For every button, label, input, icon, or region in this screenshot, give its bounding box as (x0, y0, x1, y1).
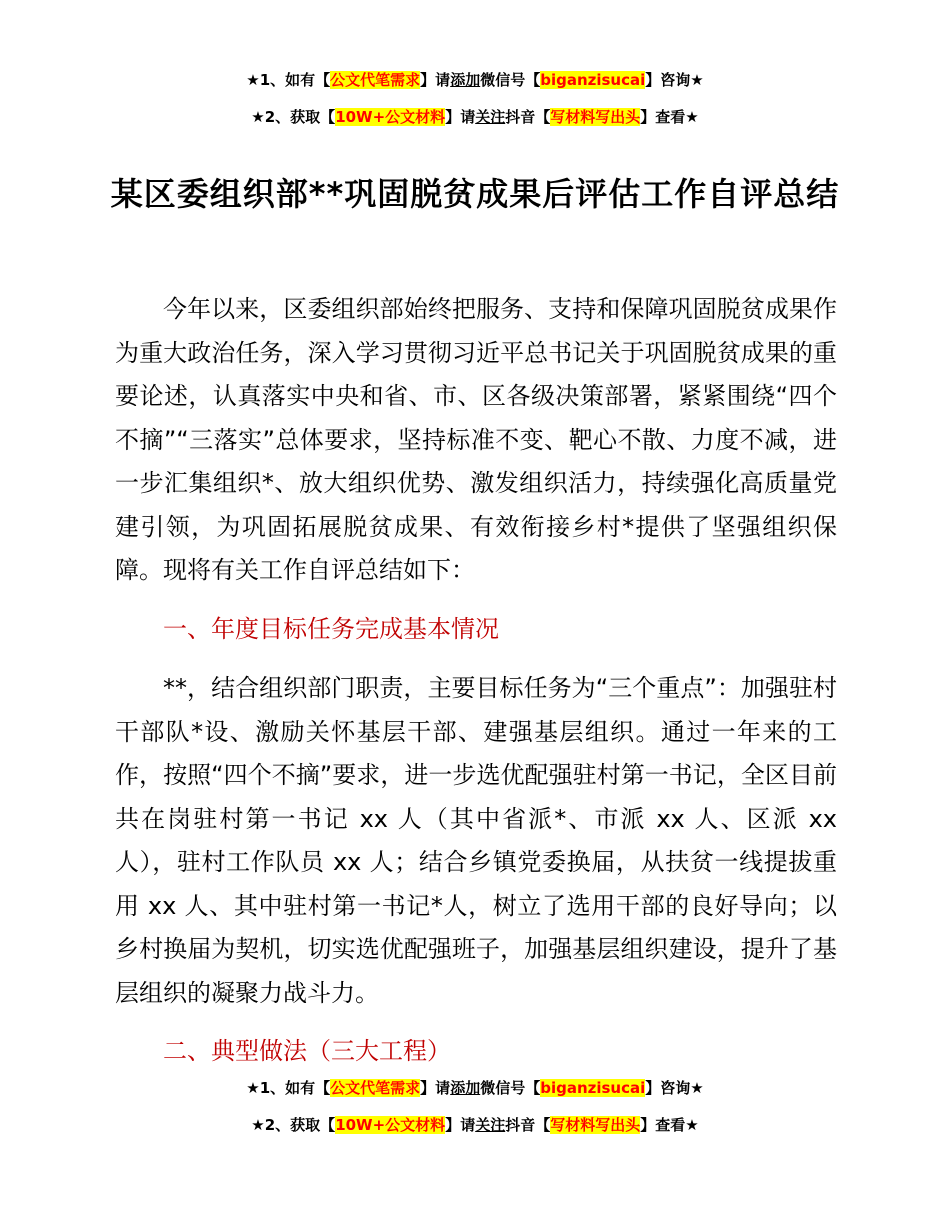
notice-suffix: 】咨询★ (645, 1079, 704, 1097)
notice-highlight-wechat-id: biganzisucai (540, 1079, 646, 1097)
footer-notice-line-1 (0, 1077, 950, 1099)
notice-highlight-service: 公文代笔需求 (330, 71, 421, 89)
header-notice-line-1 (0, 69, 950, 91)
notice-text: 】请 (420, 71, 451, 89)
notice-prefix: ★2、获取【 (251, 1116, 336, 1134)
notice-underlined-text: 关注 (475, 108, 506, 126)
notice-underlined-text: 添加 (450, 71, 481, 89)
notice-underlined-text: 关注 (475, 1116, 506, 1134)
notice-text: 微信号【 (480, 1079, 541, 1097)
notice-text: 抖音【 (505, 108, 551, 126)
notice-text: 】请 (420, 1079, 451, 1097)
notice-highlight-douyin: 写材料写出头 (550, 108, 641, 126)
notice-highlight-materials: 10W+公文材料 (335, 108, 446, 126)
notice-suffix: 】查看★ (640, 108, 699, 126)
notice-text: 抖音【 (505, 1116, 551, 1134)
footer-notice-line-2 (0, 1114, 950, 1136)
section-1-heading: 一、年度目标任务完成基本情况 (163, 615, 499, 643)
notice-highlight-service: 公文代笔需求 (330, 1079, 421, 1097)
header-notice-line-2 (0, 106, 950, 128)
section-2-heading: 二、典型做法（三大工程） (163, 1037, 451, 1065)
notice-text: 】请 (445, 1116, 476, 1134)
notice-prefix: ★1、如有【 (246, 71, 331, 89)
notice-suffix: 】查看★ (640, 1116, 699, 1134)
notice-text: 微信号【 (480, 71, 541, 89)
intro-paragraph: 今年以来，区委组织部始终把服务、支持和保障巩固脱贫成果作为重大政治任务，深入学习贯彻习近平总书记关于巩固脱贫成果的重要论述，认真落实中央和省、市、区各级决策部署，紧紧围绕“四个不摘”“三落实”总体要求，坚持标准不变、靶心不散、力度不减，进一步汇集组织*、放大组织优势、激发组织活力，持续强化高质量党建引领，为巩固拓展脱贫成果、有效衔接乡村*提供了坚强组织保障。现将有关工作自评总结如下： (115, 295, 837, 584)
notice-underlined-text: 添加 (450, 1079, 481, 1097)
notice-highlight-wechat-id: biganzisucai (540, 71, 646, 89)
notice-highlight-douyin: 写材料写出头 (550, 1116, 641, 1134)
document-title: 某区委组织部**巩固脱贫成果后评估工作自评总结 (110, 175, 840, 213)
section-1-paragraph: **，结合组织部门职责，主要目标任务为“三个重点”：加强驻村干部队*设、激励关怀基层干部、建强基层组织。通过一年来的工作，按照“四个不摘”要求，进一步选优配强驻村第一书记，全区目前共在岗驻村第一书记 xx 人（其中省派*、市派 xx 人、区派 xx 人），驻村工作队员 xx 人；结合乡镇党委换届，从扶贫一线提拔重用 xx 人、其中驻村第一书记*人，树立了选用干部的良好导向；以乡村换届为契机，切实选优配强班子，加强基层组织建设，提升了基层组织的凝聚力战斗力。 (115, 674, 837, 1007)
notice-prefix: ★1、如有【 (246, 1079, 331, 1097)
notice-text: 】请 (445, 108, 476, 126)
notice-suffix: 】咨询★ (645, 71, 704, 89)
notice-prefix: ★2、获取【 (251, 108, 336, 126)
notice-highlight-materials: 10W+公文材料 (335, 1116, 446, 1134)
